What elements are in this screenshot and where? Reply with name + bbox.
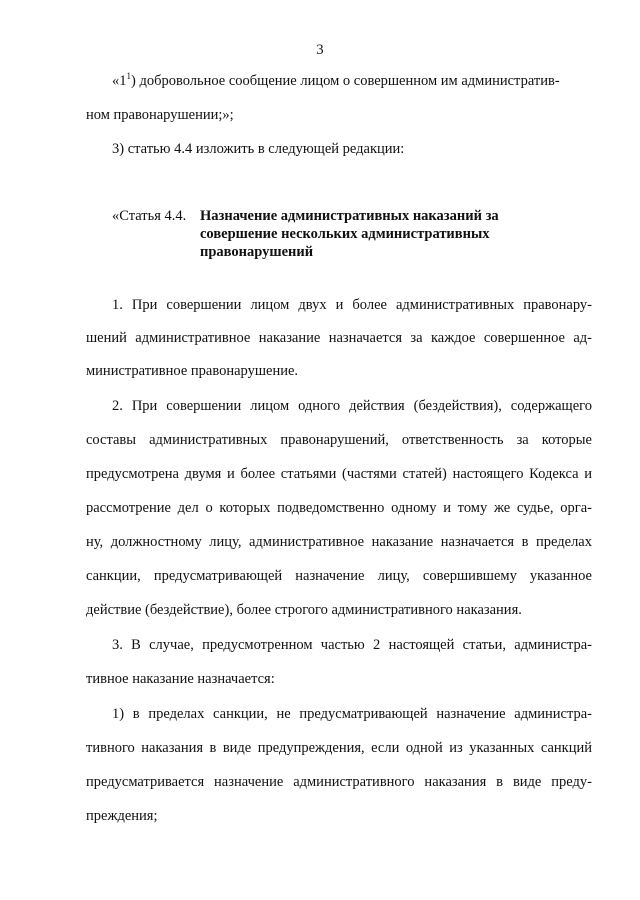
heading-title-line: совершение нескольких административных [200, 226, 490, 242]
page-number: 3 [316, 42, 324, 58]
text-line: тивного наказания в виде предупреждения, если одной из указанных санкций [86, 740, 592, 756]
text-line: составы административных правонарушений, ответственность за которые [86, 432, 592, 448]
text-line: 2. При совершении лицом одного действия (бездействия), содержащего [112, 398, 592, 414]
heading-title-line: Назначение административных наказаний за [200, 208, 499, 224]
text-fragment: ) добровольное сообщение лицом о совершенном им административ- [131, 73, 560, 89]
text-line: преждения; [86, 808, 158, 824]
superscript: 1 [126, 71, 131, 82]
text-line: 1) в пределах санкции, не предусматривающей назначение администра- [112, 706, 592, 722]
text-fragment: «1 [112, 73, 127, 89]
text-line: санкции, предусматривающей назначение лицу, совершившему указанное [86, 568, 592, 584]
text-line: тивное наказание назначается: [86, 671, 275, 687]
text-line: предусматривается назначение административного наказания в виде преду- [86, 774, 592, 790]
text-line: ну, должностному лицу, административное наказание назначается в пределах [86, 534, 592, 550]
text-line: шений административное наказание назначается за каждое совершенное ад- [86, 330, 592, 346]
text-line: 3. В случае, предусмотренном частью 2 настоящей статьи, администра- [112, 637, 592, 653]
text-line [112, 72, 560, 90]
heading-title-line: правонарушений [200, 244, 314, 260]
text-line: действие (бездействие), более строгого административного наказания. [86, 602, 522, 618]
text-line: предусмотрена двумя и более статьями (частями статей) настоящего Кодекса и [86, 466, 592, 482]
text-line: министративное правонарушение. [86, 363, 299, 379]
text-line: рассмотрение дел о которых подведомственно одному и тому же судье, орга- [86, 500, 592, 516]
heading-prefix: «Статья 4.4. [112, 208, 187, 224]
text-line: ном правонарушении;»; [86, 107, 234, 123]
text-line: 1. При совершении лицом двух и более административных правонару- [112, 297, 592, 313]
text-line: 3) статью 4.4 изложить в следующей редакции: [112, 141, 405, 157]
